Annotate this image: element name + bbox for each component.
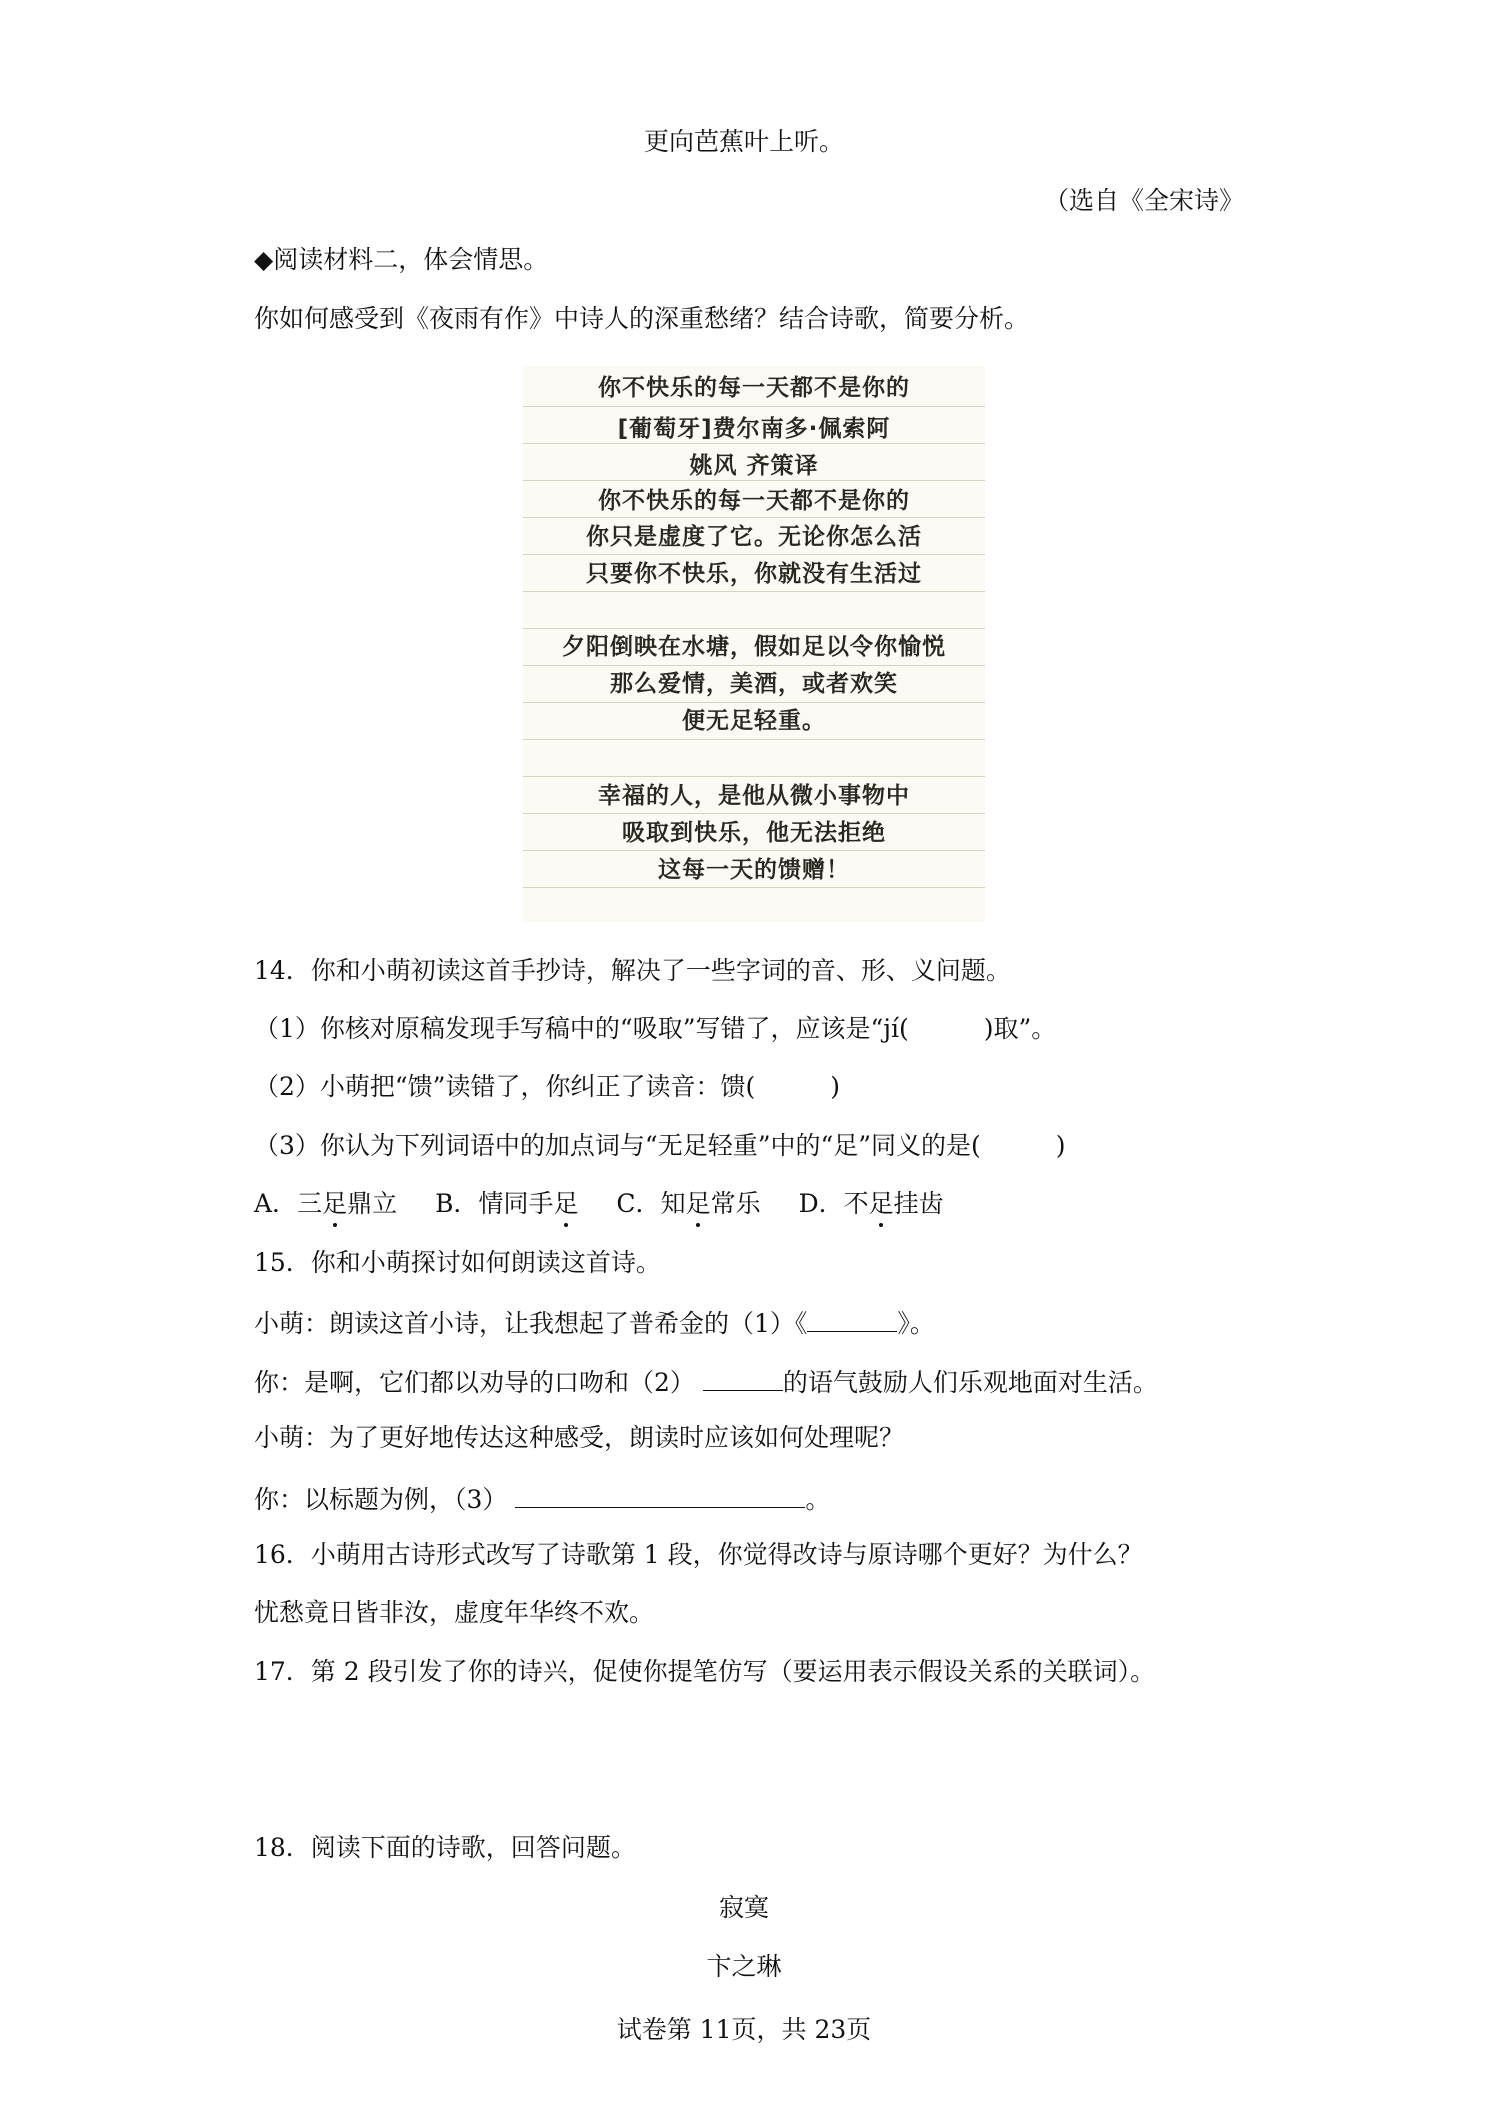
answer-blank-1[interactable] bbox=[807, 1305, 897, 1332]
q14-part3: （3）你认为下列词语中的加点词与“无足轻重”中的“足”同义的是( ) bbox=[254, 1131, 1066, 1160]
q18-poem-author: 卞之琳 bbox=[706, 1952, 782, 1981]
q17-stem: 17．第 2 段引发了你的诗兴，促使你提笔仿写（要运用表示假设关系的关联词）。 bbox=[254, 1657, 1156, 1686]
q14-stem: 14．你和小萌初读这首手抄诗，解决了一些字词的音、形、义问题。 bbox=[254, 956, 1011, 985]
handwritten-line: 姚风 齐策译 bbox=[689, 453, 819, 479]
handwritten-poem-image bbox=[523, 366, 985, 922]
handwritten-line: 你不快乐的每一天都不是你的 bbox=[598, 375, 910, 401]
option-b[interactable]: B．情同手足 bbox=[435, 1189, 579, 1218]
handwritten-line: 你不快乐的每一天都不是你的 bbox=[598, 488, 910, 514]
handwritten-line: 夕阳倒映在水塘，假如足以令你愉悦 bbox=[562, 634, 946, 660]
option-a[interactable]: A．三足鼎立 bbox=[254, 1189, 398, 1218]
q16-rewrite: 忧愁竟日皆非汝，虚度年华终不欢。 bbox=[254, 1598, 655, 1627]
poem-last-line: 更向芭蕉叶上听。 bbox=[643, 127, 844, 156]
q15-line4: 你：以标题为例，（3） 。 bbox=[254, 1481, 830, 1516]
q15-line3: 小萌：为了更好地传达这种感受，朗读时应该如何处理呢？ bbox=[254, 1423, 905, 1452]
q18-stem: 18．阅读下面的诗歌，回答问题。 bbox=[254, 1833, 636, 1862]
poem-source: （选自《全宋诗》 bbox=[1043, 186, 1244, 215]
q14-part2: （2）小萌把“馈”读错了，你纠正了读音：馈( ) bbox=[254, 1072, 840, 1101]
handwritten-line: 只要你不快乐，你就没有生活过 bbox=[586, 561, 922, 587]
q14-part1: （1）你核对原稿发现手写稿中的“吸取”写错了，应该是“jí( )取”。 bbox=[254, 1014, 1057, 1043]
q15-stem: 15．你和小萌探讨如何朗读这首诗。 bbox=[254, 1248, 661, 1277]
option-d[interactable]: D．不足挂齿 bbox=[798, 1189, 944, 1218]
q15-line1: 小萌：朗读这首小诗，让我想起了普希金的（1）《 》。 bbox=[254, 1305, 935, 1340]
answer-blank-3[interactable] bbox=[515, 1481, 805, 1508]
handwritten-line: [葡萄牙]费尔南多·佩索阿 bbox=[617, 416, 891, 442]
q16-stem: 16．小萌用古诗形式改写了诗歌第 1 段，你觉得改诗与原诗哪个更好？为什么？ bbox=[254, 1540, 1143, 1569]
q14-options bbox=[254, 1188, 944, 1220]
material2-question: 你如何感受到《夜雨有作》中诗人的深重愁绪？结合诗歌，简要分析。 bbox=[254, 304, 1030, 333]
handwritten-line: 那么爱情，美酒，或者欢笑 bbox=[610, 671, 898, 697]
option-c[interactable]: C．知足常乐 bbox=[616, 1189, 761, 1218]
page-footer: 试卷第 11页，共 23页 bbox=[616, 2015, 872, 2044]
q18-poem-title: 寂寞 bbox=[718, 1893, 769, 1922]
q15-line2: 你：是啊，它们都以劝导的口吻和（2） 的语气鼓励人们乐观地面对生活。 bbox=[254, 1364, 1158, 1399]
handwritten-line: 你只是虚度了它。无论你怎么活 bbox=[586, 524, 922, 550]
handwritten-line: 吸取到快乐，他无法拒绝 bbox=[622, 820, 886, 846]
handwritten-line: 便无足轻重。 bbox=[682, 708, 826, 734]
handwritten-line: 幸福的人，是他从微小事物中 bbox=[598, 783, 910, 809]
answer-blank-2[interactable] bbox=[703, 1364, 783, 1391]
handwritten-line: 这每一天的馈赠！ bbox=[658, 857, 850, 883]
material2-heading: ◆阅读材料二，体会情思。 bbox=[254, 245, 549, 274]
